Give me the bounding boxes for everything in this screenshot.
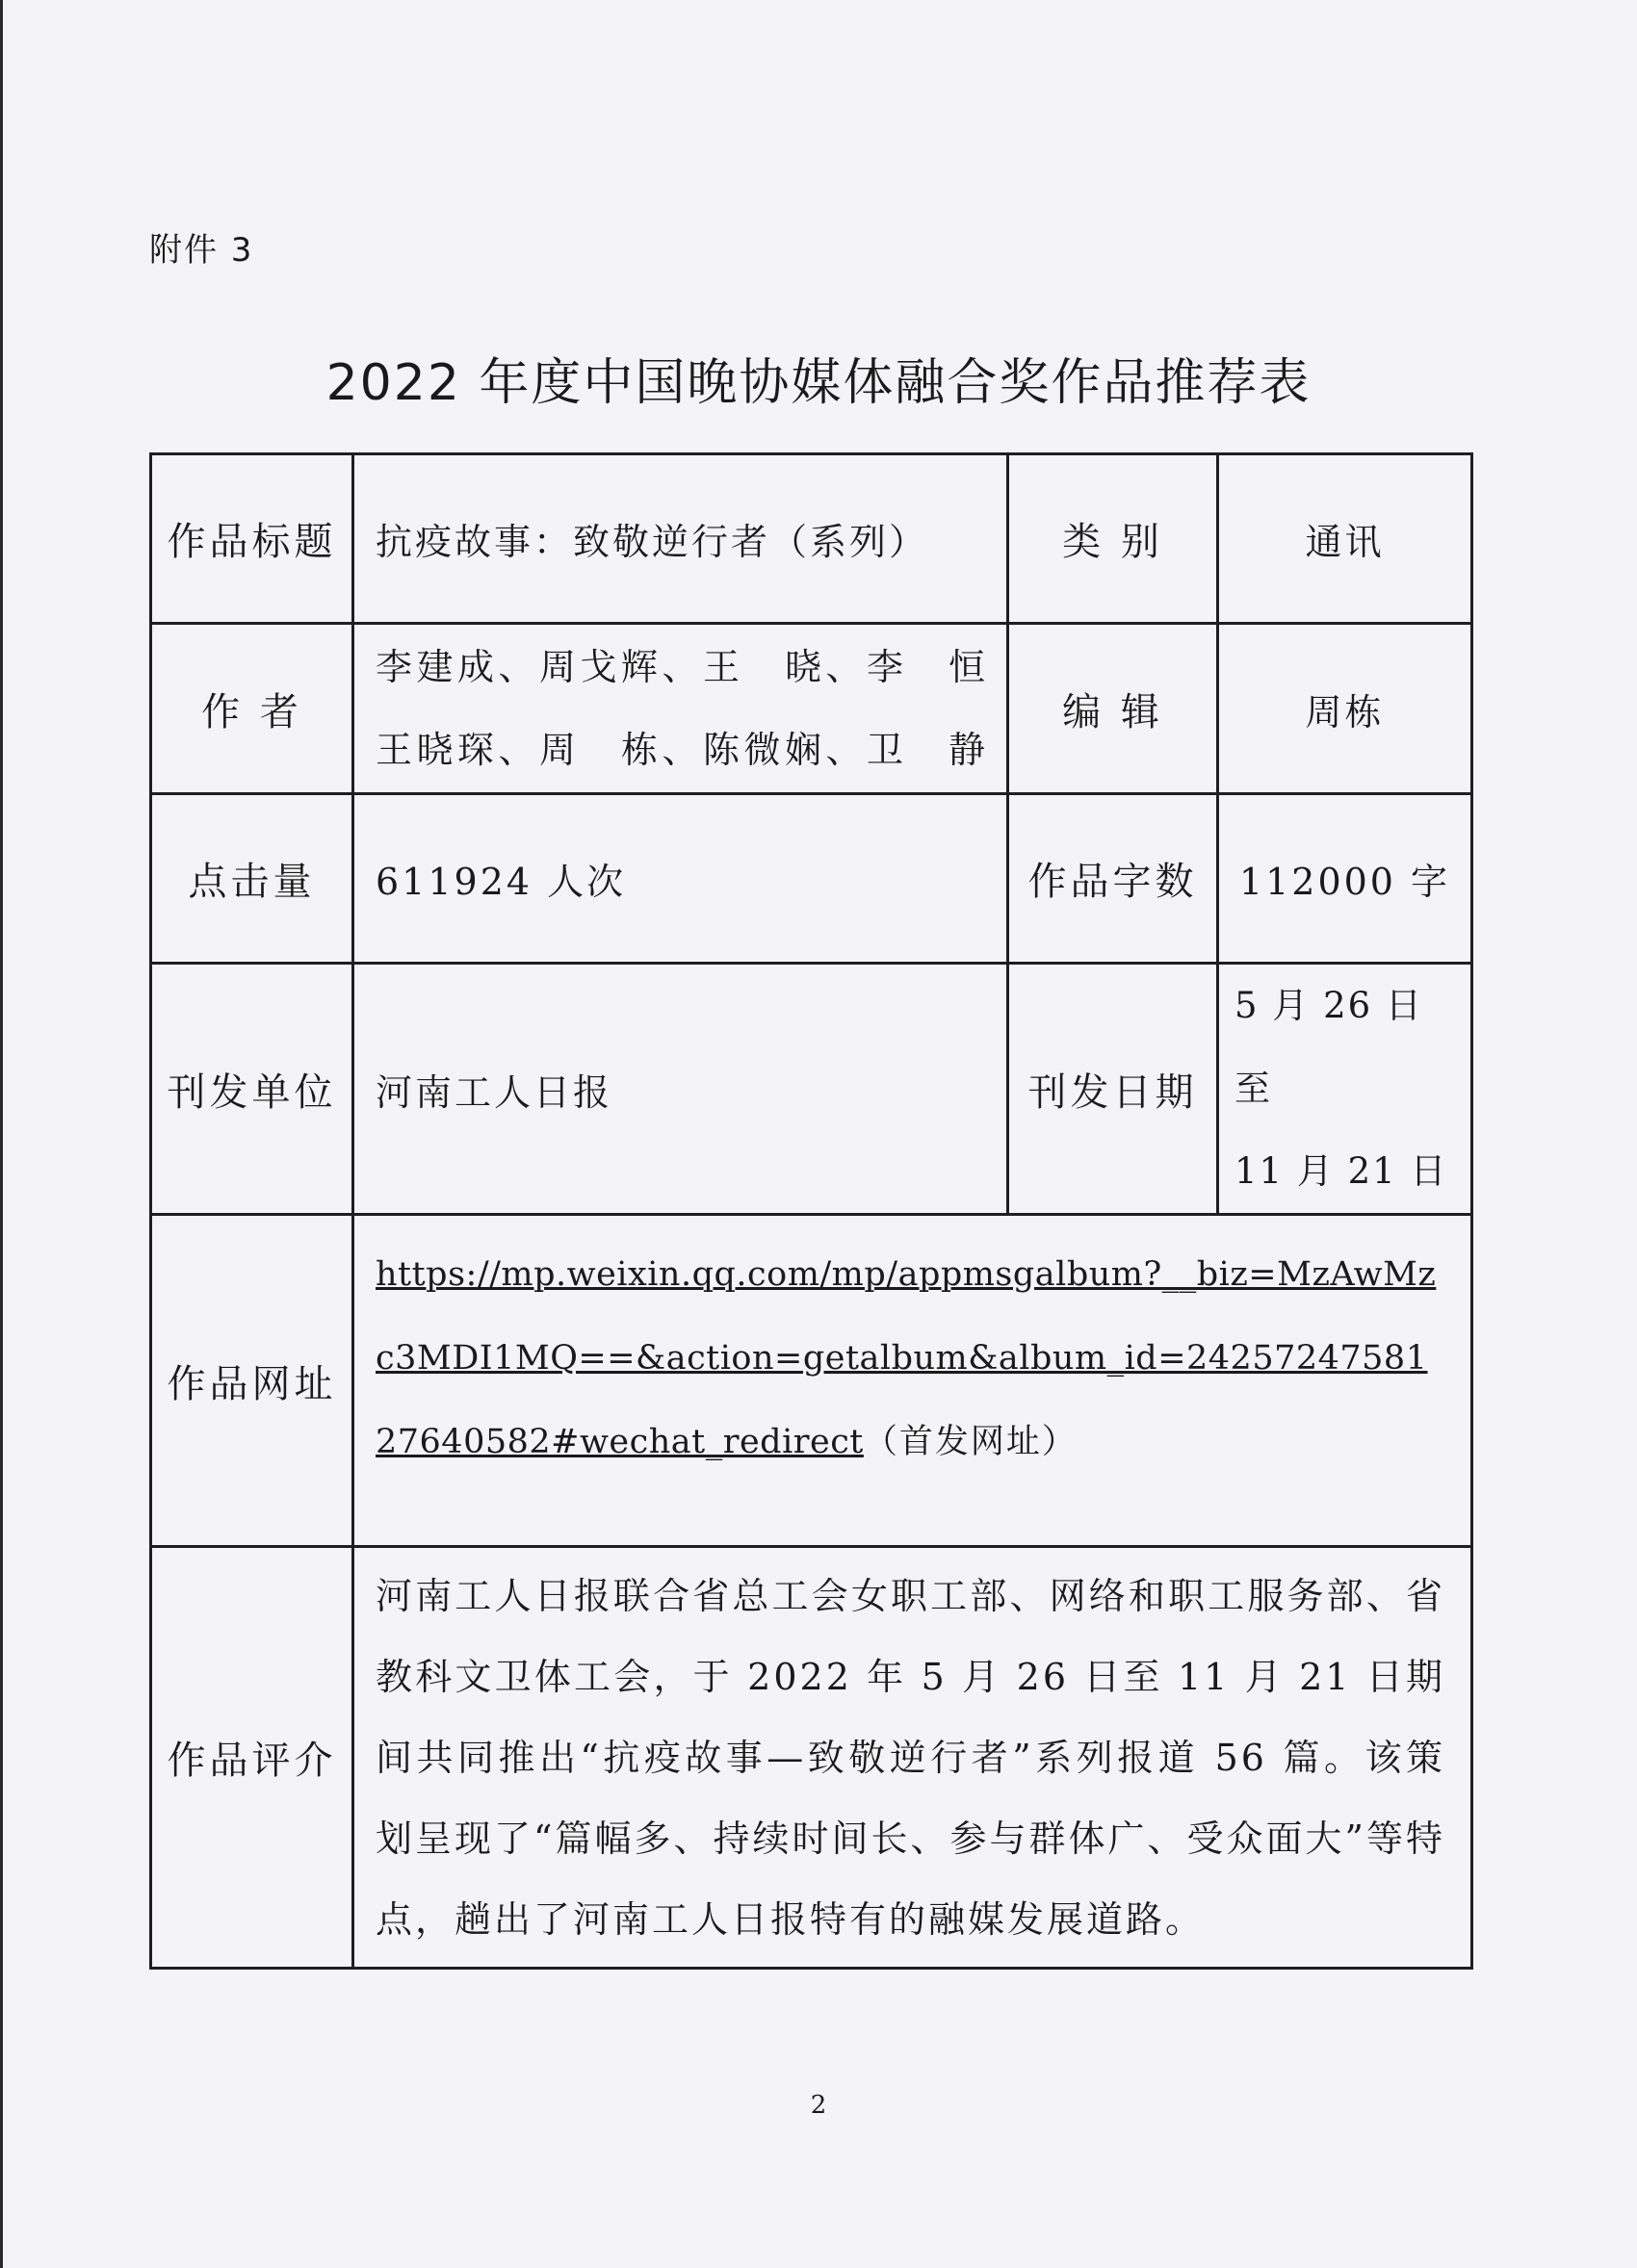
publisher-label: 刊发单位 [151, 964, 353, 1215]
authors-value [353, 624, 1008, 794]
url-value [353, 1215, 1472, 1547]
publish-date-label: 刊发日期 [1008, 964, 1218, 1215]
clicks-value: 611924 人次 [353, 794, 1008, 964]
page-number: 2 [810, 2091, 827, 2120]
authors-line-1: 李建成、周戈辉、王 晓、李 恒 [376, 646, 985, 688]
word-count-value: 112000 字 [1218, 794, 1472, 964]
row-clicks [151, 794, 1472, 964]
evaluation-label: 作品评介 [151, 1547, 353, 1969]
row-url [151, 1215, 1472, 1547]
publisher-value: 河南工人日报 [353, 964, 1008, 1215]
publish-date-line-1: 5 月 26 日至 [1234, 985, 1423, 1109]
work-title-label: 作品标题 [151, 454, 353, 624]
publish-date-line-2: 11 月 21 日 [1234, 1150, 1448, 1192]
row-work-title [151, 454, 1472, 624]
work-title-value: 抗疫故事：致敬逆行者（系列） [353, 454, 1008, 624]
evaluation-value: 河南工人日报联合省总工会女职工部、网络和职工服务部、省教科文卫体工会，于 2022 年 5 月 26 日至 11 月 21 日期间共同推出“抗疫故事—致敬逆行者”系列报道 56 篇。该策划呈现了“篇幅多、持续时间长、参与群体广、受众面大”等特点，趟出了河南工人日报特有的融媒发展道路。 [353, 1547, 1472, 1969]
row-evaluation [151, 1547, 1472, 1969]
category-value: 通讯 [1218, 454, 1472, 624]
recommendation-form-table [149, 452, 1473, 1970]
url-label: 作品网址 [151, 1215, 353, 1547]
clicks-label: 点击量 [151, 794, 353, 964]
editor-value: 周栋 [1218, 624, 1472, 794]
category-label: 类 别 [1008, 454, 1218, 624]
authors-line-2: 王晓琛、周 栋、陈微娴、卫 静 [376, 729, 985, 771]
page-edge [0, 0, 3, 2268]
attachment-label: 附件 3 [149, 231, 254, 270]
authors-label: 作 者 [151, 624, 353, 794]
work-url-link[interactable]: https://mp.weixin.qq.com/mp/appmsgalbum?__biz=MzAwMzc3MDI1MQ==&action=getalbum&album_id=2425724758127640582#wechat_redirect [376, 1255, 1437, 1461]
editor-label: 编 辑 [1008, 624, 1218, 794]
url-note: （首发网址） [863, 1423, 1078, 1461]
row-authors [151, 624, 1472, 794]
row-publisher [151, 964, 1472, 1215]
document-title: 2022 年度中国晚协媒体融合奖作品推荐表 [325, 354, 1312, 412]
word-count-label: 作品字数 [1008, 794, 1218, 964]
publish-date-value [1218, 964, 1472, 1215]
